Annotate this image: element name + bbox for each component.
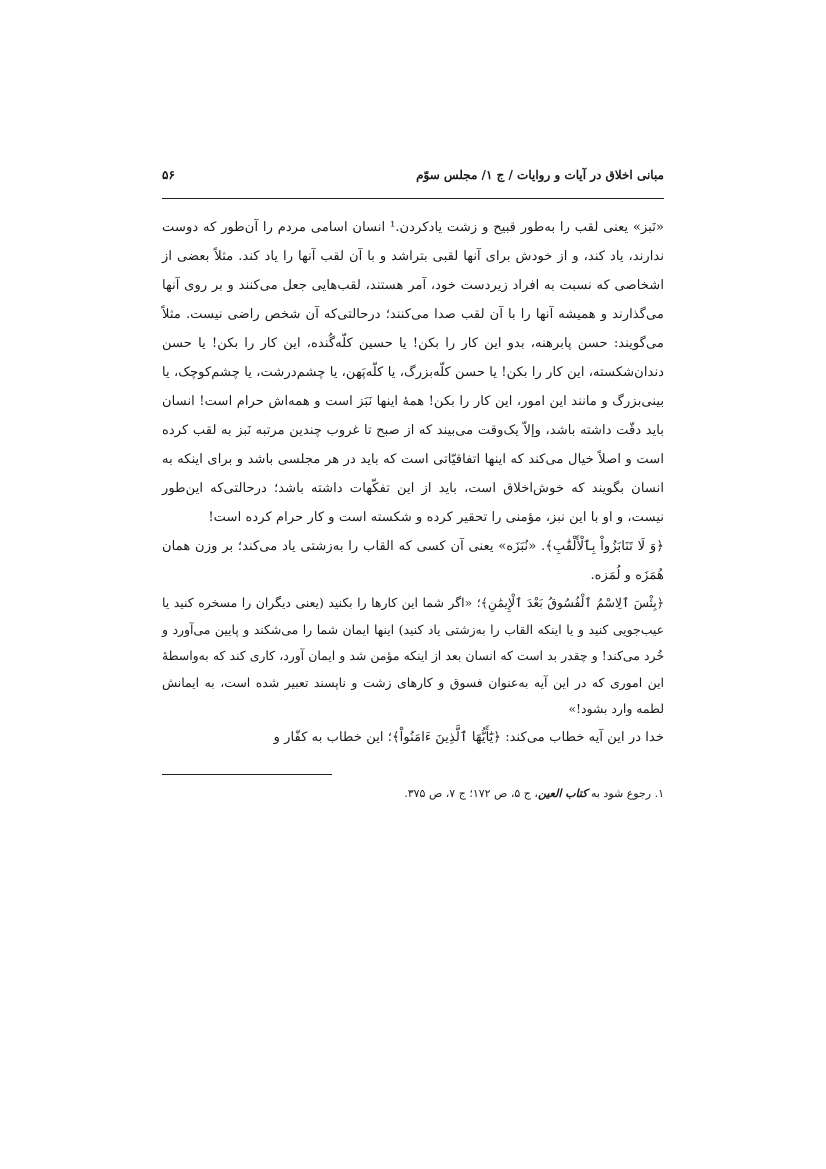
footnote-area	[162, 774, 664, 804]
footnote-book-title: کتاب العین	[537, 786, 588, 800]
footnote-prefix: ۱. رجوع شود به	[587, 786, 664, 800]
footnote	[162, 774, 664, 804]
document-page	[162, 168, 664, 804]
page-number: ۵۶	[162, 168, 175, 182]
footnote-suffix: ، ج ۵، ص ۱۷۲؛ ج ۷، ص ۳۷۵.	[404, 786, 538, 800]
paragraph-3: خدا در این آیه خطاب می‌کند: ﴿يَٰٓأَيُّهَا ٱلَّذِينَ ءَامَنُواْ﴾؛ این خطاب به کفّار و	[273, 729, 664, 745]
footnote-divider	[162, 774, 332, 775]
paragraph-2: ﴿وَ لَا تَنَابَزُواْ بِٱلْأَلْقَٰبِ﴾. «نُبَزَه» یعنی آن کسی که القاب را به‌زشتی یاد می‌کند؛ بر وزن همان هُمَزَه و لُمَزه.	[162, 539, 664, 583]
paragraph-1: «نَبز» یعنی لقب را به‌طور قبیح و زشت یادکردن.¹ انسان اسامی مردم را آن‌طور که دوست ندارند، یاد کند، و از خودش برای آنها لقبی بتراشد و با آن لقب آنها را یاد کند. مثلاً بعضی از اشخاصی که نسبت به افراد زیردست خود، آمر هستند، لقب‌هایی جعل می‌کنند و بر روی آنها می‌گذارند و همیشه آنها را با آن لقب صدا می‌کنند؛ درحالتی‌که آن شخص راضی نیست. مثلاً می‌گویند: حسن پابرهنه، بدو این کار را بکن! یا حسین کلّه‌گُنده، این کار را بکن! یا حسن دندان‌شکسته، این کار را بکن! یا حسن کلّه‌بزرگ، یا کلّه‌پَهن، یا چشم‌درشت، یا چشم‌کوچک، یا بینی‌بزرگ و مانند این امور، این کار را بکن! همهٔ اینها نَبَز است و همه‌اش حرام است! انسان باید دقّت داشته باشد، وإلاّ یک‌وقت می‌بیند که از صبح تا غروب چندین مرتبه نَبز به لقب کرده است و اصلاً خیال می‌کند که اینها اتفاقیّاتی است که باید در هر مجلسی باشد و برای اینکه به انسان بگویند که خوش‌اخلاق است، باید از این تفکّهات داشته باشد؛ درحالتی‌که این‌طور نیست، و او با این نبز، مؤمنی را تحقیر کرده و شکسته است و کار حرام کرده است!	[162, 220, 664, 525]
running-title: مبانی اخلاق در آیات و روایات / ج ۱/ مجلس سوّم	[416, 168, 664, 182]
main-text	[162, 213, 664, 752]
running-header	[162, 168, 664, 199]
block-quote: ﴿بِئْسَ ٱلِاسْمُ ٱلْفُسُوقُ بَعْدَ ٱلْإِيمَٰنِ﴾؛ «اگر شما این کارها را بکنید (یعنی دیگران را مسخره کنید یا عیب‌جویی کنید و یا اینکه القاب را به‌زشتی یاد کنید) اینها ایمان شما را می‌شکند و پایین می‌آورد و خُرد می‌کند! و چقدر بد است که انسان بعد از اینکه مؤمن شد و ایمان آورد، کاری کند که به‌واسطهٔ این اموری که در این آیه به‌عنوان فسوق و کارهای زشت و ناپسند تعبیر شده است، به ایمانش لطمه وارد بشود!»	[162, 595, 664, 716]
